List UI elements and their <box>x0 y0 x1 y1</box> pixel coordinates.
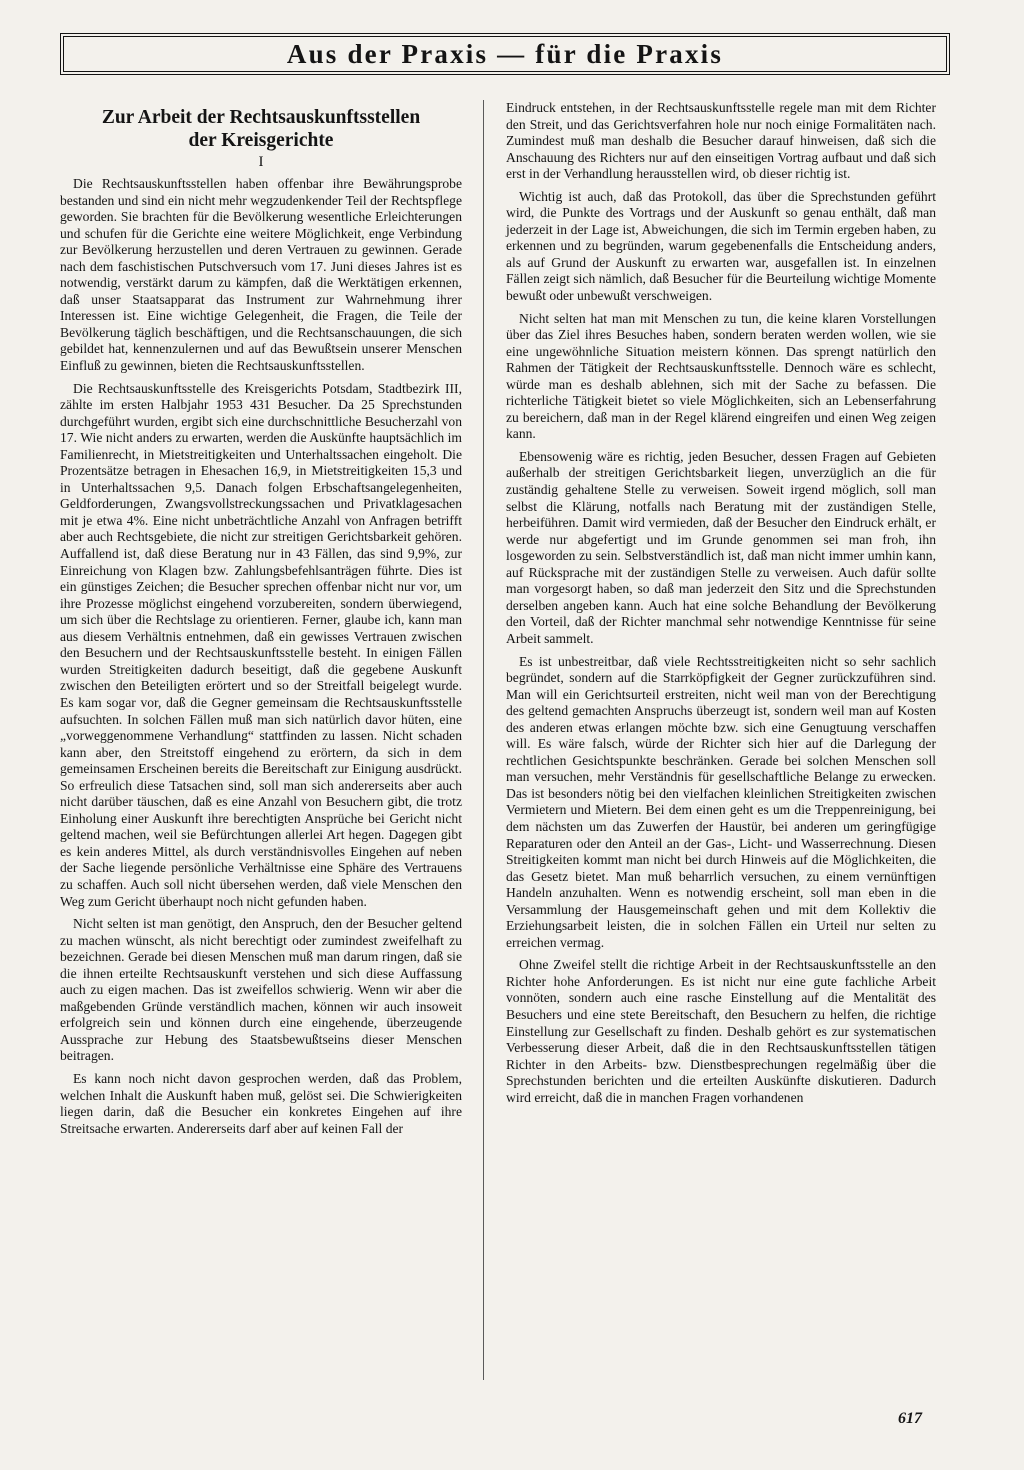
paragraph: Die Rechtsauskunftsstelle des Kreisgerichts Potsdam, Stadtbezirk III, zählte im ersten Halbjahr 1953 431 Besucher. Da 25 Sprechstunden durchgeführt wurden, ergibt sich eine durchschnittliche Besucherzahl von 17. Wie nicht anders zu erwarten, werden die Auskünfte hauptsächlich im Familienrecht, in Mietstreitigkeiten und Unterhaltssachen eingeholt. Die Prozentsätze betragen in Ehesachen 16,9, in Mietstreitigkeiten 15,3 und in Unterhaltssachen 9,5. Danach folgen Erbschaftsangelegenheiten, Geldforderungen, Zwangsvollstreckungssachen und Privatklagesachen mit je etwa 4%. Eine nicht unbeträchtliche Anzahl von Anfragen betrifft aber auch Rechtsgebiete, die nicht zur streitigen Gerichtsbarkeit gehören. Auffallend ist, daß diese Beratung nur in 43 Fällen, das sind 9,9%, zur Einreichung von Klagen bzw. Zahlungsbefehlsanträgen führte. Dies ist ein günstiges Zeichen; die Besucher sprechen offenbar nicht nur vor, um ihre Prozesse möglichst eingehend vorzubereiten, sondern überwiegend, um sich über die Rechtslage zu orientieren. Ferner, glaube ich, kann man aus diesem Verhältnis entnehmen, daß ein gewisses Vertrauen zwischen den Besuchern und der Rechtsauskunftsstelle besteht. In einigen Fällen wurden Streitigkeiten dadurch beseitigt, daß die gegebene Auskunft zwischen den Beteiligten erörtert und so der Streitfall beigelegt wurde. Es kam sogar vor, daß die Gegner gemeinsam die Rechtsauskunftsstelle aufsuchten. In solchen Fällen muß man sich natürlich davor hüten, eine „vorweggenommene Verhandlung“ stattfinden zu lassen. Nicht schaden kann aber, den Streitstoff eingehend zu erörtern, da sich in dem gemeinsamen Erscheinen bereits die Bereitschaft zur Einigung ausdrückt. So erfreulich diese Tatsachen sind, soll man sich andererseits aber auch nicht darüber täuschen, daß es eine Anzahl von Besuchern gibt, die trotz Einholung einer Auskunft ihre berechtigten Ansprüche bei Gericht nicht geltend machen, weil sie Befürchtungen allerlei Art hegen. Dagegen gibt es kein anderes Mittel, als durch verständnisvolles Eingehen auf neben der Sache liegende persönliche Verhältnisse eine Sphäre des Vertrauens zu schaffen. Auch soll nicht übersehen werden, daß viele Menschen den Weg zum Gericht überhaupt noch nicht gefunden haben. <box>60 380 462 909</box>
column-divider <box>483 100 484 1380</box>
paragraph-continued: Eindruck entstehen, in der Rechtsauskunftsstelle regele man mit dem Richter den Streit, und das Gerichtsverfahren hole nur noch einige Formalitäten nach. Zumindest muß man deshalb die Besucher darauf hinweisen, daß sich die Anschauung des Richters nur auf den einseitigen Vortrag aufbaut und daß sich erst in der Verhandlung herausstellen wird, ob dieser richtig ist. <box>506 100 936 182</box>
paragraph: Ohne Zweifel stellt die richtige Arbeit in der Rechtsauskunftsstelle an den Richter hohe Anforderungen. Es ist nicht nur eine gute fachliche Arbeit vonnöten, sondern auch eine rasche Einstellung auf die Mentalität des Besuchers und eine stete Bereitschaft, den Besuchern zu helfen, die richtige Einstellung zur Gesellschaft zu finden. Deshalb gehört es zur systematischen Verbesserung dieser Arbeit, daß die in den Rechtsauskunftsstellen tätigen Richter in den Arbeits- bzw. Dienstbesprechungen regelmäßig über die Sprechstunden berichten und die erteilten Auskünfte diskutieren. Dadurch wird erreicht, daß die in manchen Fragen vorhandenen <box>506 957 936 1105</box>
paragraph: Wichtig ist auch, daß das Protokoll, das über die Sprechstunden geführt wird, die Punkte des Vortrags und der Auskunft so genau enthält, daß man jederzeit in der Lage ist, Abweichungen, die sich im Termin ergeben haben, zu erkennen und zu begründen, warum gegebenenfalls die Entscheidung anders, als auf Grund der Auskunft zu erwarten war, ausgefallen ist. In einzelnen Fällen zeigt sich nämlich, daß Besucher für die Beurteilung wichtige Momente bewußt oder unbewußt verschweigen. <box>506 188 936 304</box>
paragraph: Nicht selten ist man genötigt, den Anspruch, den der Besucher geltend zu machen wünscht, als nicht berechtigt oder zumindest zweifelhaft zu bezeichnen. Gerade bei diesen Menschen muß man darum ringen, daß sie die ihnen erteilte Rechtsauskunft verstehen und sich diese Auffassung auch zu eigen machen. Das ist zweifellos schwierig. Wenn wir aber die maßgebenden Gründe verständlich machen, können wir auch insoweit erfolgreich sein und können durch eine eingehende, überzeugende Aussprache zur Hebung des Staatsbewußtseins dieser Menschen beitragen. <box>60 916 462 1064</box>
article-title-line-2: der Kreisgerichte <box>188 130 334 151</box>
section-header-title: Aus der Praxis — für die Praxis <box>286 38 724 69</box>
paragraph: Es ist unbestreitbar, daß viele Rechtsstreitigkeiten nicht so sehr sachlich begründet, sondern auf die Starrköpfigkeit der Gegner zurückzuführen sind. Man will ein Gerichtsurteil erstreiten, nicht weil man von der Berechtigung des geltend gemachten Anspruchs überzeugt ist, sondern weil man auf Kosten des anderen etwas erlangen möchte bzw. sich eine Genugtuung verschaffen will. Es wäre falsch, würde der Richter sich hier auf die Darlegung der rechtlichen Gesichtspunkte beschränken. Gerade bei solchen Menschen soll man versuchen, mehr Verständnis für gesellschaftliche Belange zu erwecken. Das ist besonders nötig bei den vielfachen kleinlichen Streitigkeiten zwischen Vermietern und Mietern. Bei dem einen geht es um die Treppenreinigung, bei dem nächsten um das Zuwerfen der Haustür, bei anderen um geringfügige Reparaturen oder den Anteil an der Gas-, Licht- und Wasserrechnung. Diesen Streitigkeiten kommt man nicht bei durch Hinweis auf die Möglichkeiten, die das Gesetz bietet. Man muß beharrlich versuchen, zu einem vernünftigen Handeln anzuhalten. Wenn es notwendig erscheint, soll man eben in die Versammlung der Hausgemeinschaft gehen und mit dem Kollektiv die Erziehungsarbeit leisten, die in solchen Fällen ein Urteil nur selten zu erreichen vermag. <box>506 653 936 950</box>
paragraph: Nicht selten hat man mit Menschen zu tun, die keine klaren Vorstellungen über das Ziel ihres Besuches haben, sondern beraten werden wollen, wie sie eine ungewöhnliche Situation meistern können. Das sprengt natürlich den Rahmen der Tätigkeit der Rechtsauskunftsstelle. Dennoch wäre es schlecht, würde man es deshalb ablehnen, sich mit der Sache zu befassen. Die richterliche Tätigkeit bietet so viele Möglichkeiten, sich an Lebenserfahrung zu bereichern, daß man in der Regel klärend eingreifen und einen Weg zeigen kann. <box>506 310 936 442</box>
section-number: I <box>258 154 264 170</box>
section-header-box <box>60 33 950 75</box>
paragraph: Es kann noch nicht davon gesprochen werden, daß das Problem, welchen Inhalt die Auskunft haben muß, gelöst sei. Die Schwierigkeiten liegen darin, daß die Besucher ein konkretes Eingehen auf ihre Streitsache erwarten. Andererseits darf aber auf keinen Fall der <box>60 1070 462 1136</box>
article-title <box>60 106 462 152</box>
page-number: 617 <box>898 1410 922 1427</box>
left-column <box>60 106 462 1143</box>
paragraph: Die Rechtsauskunftsstellen haben offenbar ihre Bewährungsprobe bestanden und sind ein nicht mehr wegzudenkender Teil der Rechtspflege geworden. Sie brachten für die Bevölkerung wesentliche Erleichterungen und schufen für die Gerichte eine weitere Möglichkeit, enge Verbindung zur Bevölkerung herzustellen und deren Vertrauen zu gewinnen. Gerade nach dem faschistischen Putschversuch vom 17. Juni dieses Jahres ist es notwendig, verstärkt darum zu kämpfen, daß die Werktätigen erkennen, daß unser Staatsapparat das Instrument zur Wahrnehmung ihrer Interessen ist. Eine wichtige Gelegenheit, die Fragen, die Teile der Bevölkerung täglich beschäftigen, und die Rechtsanschauungen, die sich gebildet hat, kennenzulernen und auf das Bewußtsein unserer Menschen Einfluß zu gewinnen, bieten die Rechtsauskunftsstellen. <box>60 176 462 374</box>
paragraph: Ebensowenig wäre es richtig, jeden Besucher, dessen Fragen auf Gebieten außerhalb der streitigen Gerichtsbarkeit liegen, unverzüglich an die für zuständig gehaltene Stelle zu verweisen. Soweit irgend möglich, soll man selbst die Klärung, notfalls nach Beratung mit der zuständigen Stelle, herbeiführen. Damit wird vermieden, daß der Besucher den Eindruck erhält, er werde nur abgefertigt und im Grunde genommen sei man froh, ihn losgeworden zu sein. Selbstverständlich ist, daß man nicht immer umhin kann, auf Rücksprache mit der zuständigen Stelle zu verweisen. Auch dafür sollte man vorgesorgt haben, so daß man jederzeit den Sitz und die Sprechstunden derselben angeben kann. Auch hat eine solche Behandlung der Bevölkerung den Vorteil, daß der Richter manchmal sehr notwendige Kenntnisse für seine Arbeit sammelt. <box>506 448 936 646</box>
article-title-line-1: Zur Arbeit der Rechtsauskunftsstellen <box>101 107 421 128</box>
right-column <box>506 100 936 1112</box>
